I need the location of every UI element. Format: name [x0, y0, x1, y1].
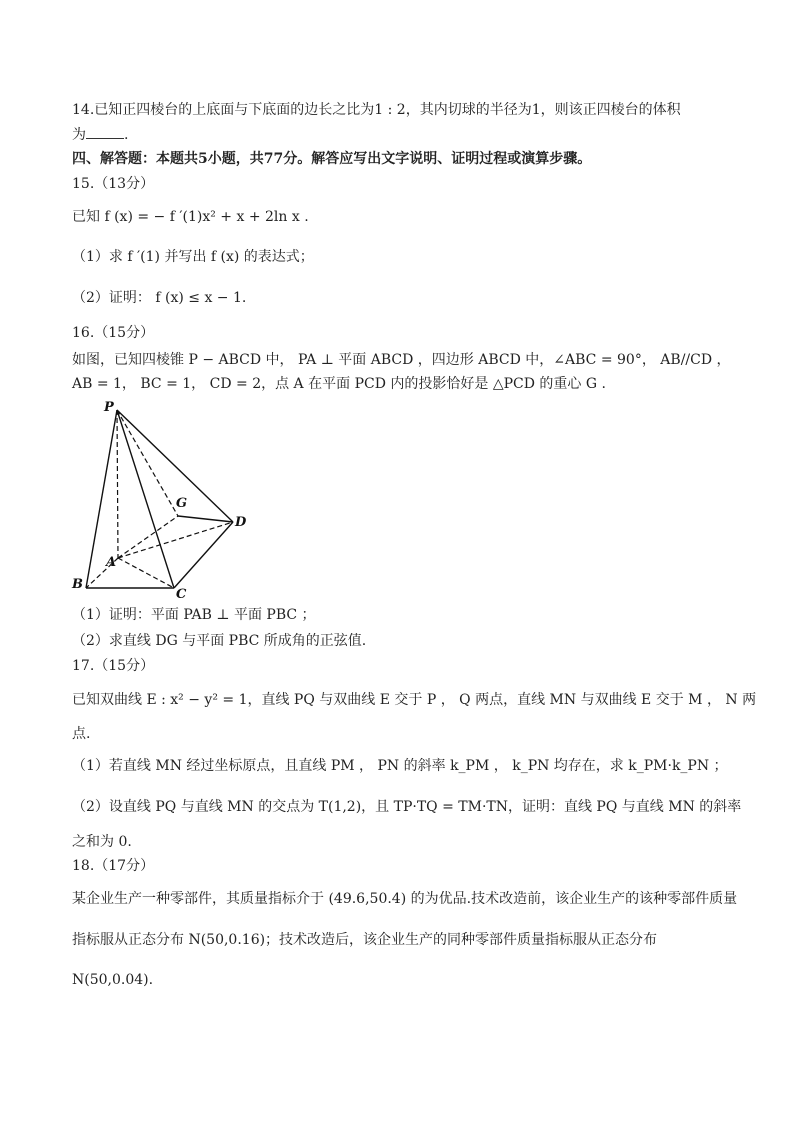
- q18-line1: 某企业生产一种零部件，其质量指标介于 (49.6,50.4) 的为优品.技术改造前，该企业生产的该种零部件质量: [72, 891, 738, 907]
- edge-AD: [118, 522, 233, 558]
- q14-line2: [72, 124, 128, 145]
- q15-given: 已知 f (x) = − f ′(1)x² + x + 2ln x .: [72, 209, 309, 225]
- q14-line2-suffix: .: [124, 127, 129, 143]
- q15-number: 15.（13分）: [72, 176, 155, 192]
- q18-line2: 指标服从正态分布 N(50,0.16)；技术改造后，该企业生产的同种零部件质量指标服从正态分布: [72, 932, 658, 948]
- edge-GD: [178, 516, 233, 522]
- label-D: D: [235, 515, 247, 530]
- label-C: C: [176, 587, 187, 602]
- q15-part1: （1）求 f ′(1) 并写出 f (x) 的表达式；: [72, 249, 314, 265]
- q17-part1: （1）若直线 MN 经过坐标原点，且直线 PM ， PN 的斜率 k_PM ， k_PN 均存在，求 k_PM·k_PN ；: [72, 758, 728, 774]
- q17-number: 17.（15分）: [72, 658, 155, 674]
- label-P: P: [104, 400, 114, 415]
- q18-line3: N(50,0.04).: [72, 972, 154, 988]
- edge-PG: [117, 410, 178, 516]
- q16-part1: （1）证明：平面 PAB ⊥ 平面 PBC ；: [72, 607, 316, 623]
- answer-blank: [86, 124, 124, 139]
- pyramid-figure: [70, 398, 250, 603]
- label-G: G: [176, 496, 188, 511]
- q14-line1: 14.已知正四棱台的上底面与下底面的边长之比为1 : 2，其内切球的半径为1，则该正四棱台的体积: [72, 102, 681, 118]
- edge-AG: [118, 516, 178, 558]
- edge-PA: [117, 410, 118, 558]
- q15-part2: （2）证明： f (x) ≤ x − 1.: [72, 290, 247, 306]
- section4-heading: 四、解答题：本题共5小题，共77分。解答应写出文字说明、证明过程或演算步骤。: [72, 151, 592, 167]
- q17-line1: 已知双曲线 E : x² − y² = 1，直线 PQ 与双曲线 E 交于 P ， Q 两点，直线 MN 与双曲线 E 交于 M ， N 两: [72, 692, 757, 708]
- label-B: B: [72, 577, 83, 592]
- q16-line2: AB = 1， BC = 1， CD = 2，点 A 在平面 PCD 内的投影恰好是 △PCD 的重心 G .: [72, 376, 606, 392]
- q18-number: 18.（17分）: [72, 858, 155, 874]
- q14-line2-prefix: 为: [72, 127, 86, 143]
- q17-part2: （2）设直线 PQ 与直线 MN 的交点为 T(1,2)，且 TP·TQ = TM·TN，证明：直线 PQ 与直线 MN 的斜率: [72, 799, 742, 815]
- q17-part2-cont: 之和为 0.: [72, 834, 132, 850]
- label-A: A: [106, 555, 117, 570]
- q16-line1: 如图，已知四棱锥 P − ABCD 中， PA ⊥ 平面 ABCD ，四边形 ABCD 中，∠ABC = 90°， AB//CD ，: [72, 352, 731, 368]
- q16-number: 16.（15分）: [72, 325, 155, 341]
- q16-part2: （2）求直线 DG 与平面 PBC 所成角的正弦值.: [72, 633, 367, 649]
- edge-CD: [174, 522, 233, 588]
- q17-line1-cont: 点.: [72, 726, 91, 742]
